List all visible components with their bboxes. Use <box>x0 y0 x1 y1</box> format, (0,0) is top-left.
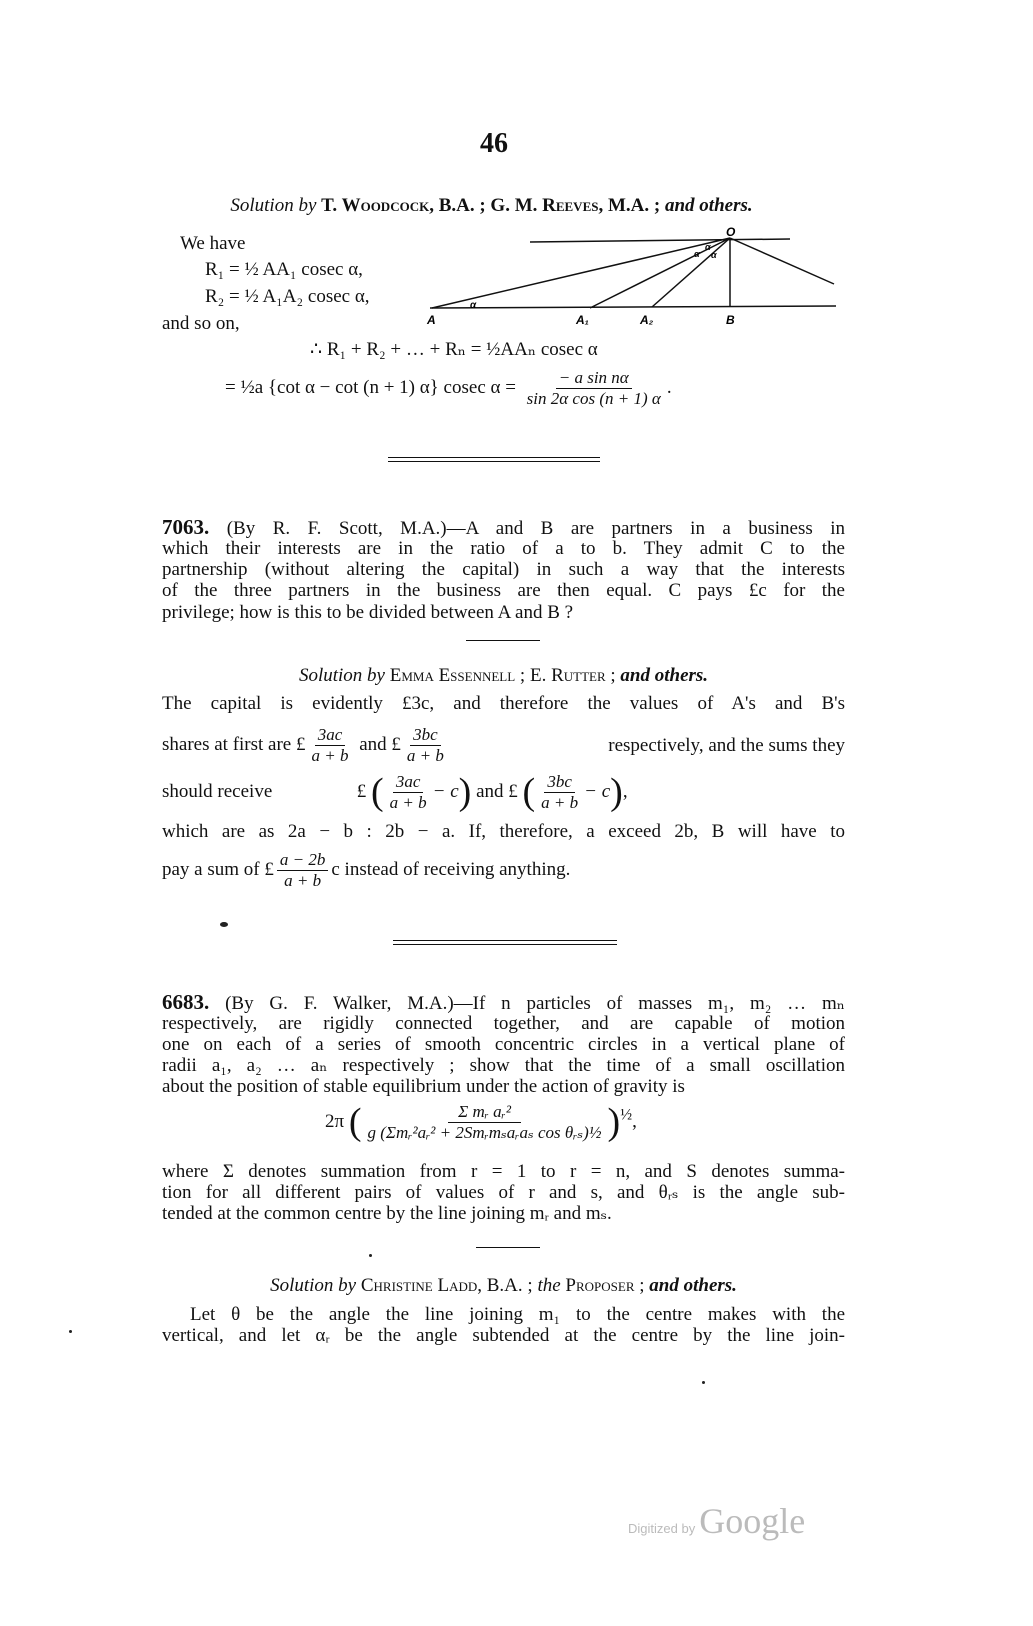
sol2-line <box>162 850 845 891</box>
label-A: A <box>427 313 436 327</box>
q6683-line <box>162 992 845 1014</box>
line-OA <box>432 238 730 308</box>
q6683-line: about the position of stable equilibrium under the action of gravity is <box>162 1076 685 1097</box>
label-B: B <box>726 313 735 327</box>
page-number: 46 <box>480 128 508 159</box>
label-alpha: α <box>705 242 711 252</box>
fraction-den: a + b <box>311 746 349 765</box>
ink-mark <box>702 1381 705 1384</box>
q6683-line: tended at the common centre by the line joining mᵣ and mₛ. <box>162 1203 612 1224</box>
label-A2: A₂ <box>640 313 654 327</box>
eq-result-den: sin 2α cos (n + 1) α <box>526 389 661 408</box>
exponent: ½ <box>620 1106 633 1124</box>
ink-mark <box>69 1330 72 1333</box>
byline-suffix: and others. <box>664 195 753 216</box>
line-O-right <box>730 238 834 284</box>
text: 2π <box>325 1110 345 1132</box>
q7063-text: (By R. F. Scott, M.A.)—A and B are partners in a business in <box>226 518 845 539</box>
text: and £ <box>476 780 518 802</box>
eq-sum: ∴ R₁ + R₂ + … + Rₙ = ½AAₙ cosec α <box>310 339 598 360</box>
q7063-line: of the three partners in the business are then equal. C pays £c for the <box>162 580 845 601</box>
sol3-line: vertical, and let αᵣ be the angle subtended at the centre by the line join- <box>162 1325 845 1346</box>
question-number: 7063. <box>162 515 210 539</box>
fraction-num: 3bc <box>544 772 575 793</box>
text: pay a sum of £ <box>162 858 274 880</box>
q6683-line: one on each of a series of smooth concentric circles in a vertical plane of <box>162 1034 845 1055</box>
fraction-den: a + b <box>541 793 579 812</box>
eq-result-left: = ½a {cot α − cot (n + 1) α} cosec α = <box>225 376 516 398</box>
byline-authors: T. Woodcock, B.A. ; G. M. Reeves, M.A. ; <box>321 195 661 216</box>
byline-suffix: and others. <box>649 1275 737 1296</box>
label-alpha: α <box>470 300 477 311</box>
label-alpha: α <box>711 250 717 260</box>
eq-result <box>225 368 908 409</box>
fraction-num: a − 2b <box>277 850 328 871</box>
oscillation-formula: 2π ( $\frac{\text{Σ mᵣ aᵣ²}}{\text{g (Σmᵣ²aᵣ² + 2Smᵣmₛaᵣaₛ cos θᵣₛ)½}}$ )$^{\frac{1}{2}}$, <box>325 1101 637 1143</box>
short-rule <box>466 640 540 641</box>
fraction-den: a + b <box>389 793 427 812</box>
byline-prefix: Solution by <box>270 1275 357 1296</box>
fraction-den: a + b <box>284 871 322 890</box>
short-rule <box>476 1247 540 1248</box>
label-alpha: α <box>694 249 700 259</box>
line-OA2 <box>652 238 730 307</box>
eq-r2: R₂ = ½ A₁A₂ cosec α, <box>205 286 370 307</box>
q6683-line: respectively, are rigidly connected together, and are capable of motion <box>162 1013 845 1034</box>
text: , <box>622 780 628 802</box>
google-watermark <box>628 1500 805 1542</box>
byline-prefix: Solution by <box>230 195 317 216</box>
fraction-num: 3ac <box>393 772 424 793</box>
ink-mark <box>220 922 228 927</box>
text: and £ <box>359 733 401 755</box>
text: − c <box>584 780 611 802</box>
eq-r1: R₁ = ½ AA₁ cosec α, <box>205 259 363 280</box>
eq-result-end: . <box>666 376 672 398</box>
q6683-line: radii a₁, a₂ … aₙ respectively ; show that the time of a small oscillation <box>162 1055 845 1076</box>
text: , <box>632 1110 637 1132</box>
sol2-line: which are as 2a − b : 2b − a. If, therefore, a exceed 2b, B will have to <box>162 821 845 842</box>
and-so-on: and so on, <box>162 313 240 334</box>
fraction-num: 3ac <box>315 725 346 746</box>
text: should receive <box>162 780 273 802</box>
q6683-text: (By G. F. Walker, M.A.)—If n particles of masses m₁, m₂ … mₙ <box>225 993 846 1014</box>
top-line <box>530 239 790 242</box>
sol2-line: should receive £ ( $\frac{3ac}{a + b}$ − c) and £ ( $\frac{3bc}{a + b}$ − c), <box>162 771 628 813</box>
label-O: O <box>726 225 736 239</box>
eq-result-num: − a sin nα <box>556 368 632 389</box>
double-rule <box>393 944 617 945</box>
double-rule <box>388 461 600 462</box>
double-rule <box>393 940 617 941</box>
fraction-den: a + b <box>406 746 444 765</box>
fraction-num: Σ mᵣ aᵣ² <box>448 1102 521 1123</box>
q6683-line: where Σ denotes summation from r = 1 to r = n, and S denotes summa- <box>162 1161 845 1182</box>
q7063-line: privilege; how is this to be divided between A and B ? <box>162 602 574 623</box>
byline-authors: Christine Ladd, B.A. ; <box>360 1275 533 1296</box>
q7063-line: which their interests are in the ratio of a to b. They admit C to the <box>162 538 845 559</box>
q7063-line: partnership (without altering the capital) in such a way that the interests <box>162 559 845 580</box>
byline-proposer: Proposer ; <box>565 1275 645 1296</box>
text: − c <box>432 780 459 802</box>
byline-authors: Emma Essennell ; E. Rutter ; <box>389 665 616 686</box>
fraction-num: 3bc <box>410 725 441 746</box>
base-line <box>430 306 836 308</box>
ink-mark <box>369 1254 372 1257</box>
watermark-small: Digitized by <box>628 1521 696 1536</box>
question-number: 6683. <box>162 990 210 1014</box>
sol2-line <box>162 725 845 766</box>
byline-suffix: and others. <box>620 665 709 686</box>
byline-mid: the <box>537 1275 561 1296</box>
solution-2-byline <box>162 665 845 686</box>
text: shares at first are £ <box>162 733 306 755</box>
solution-3-byline <box>162 1275 845 1296</box>
sol3-line: Let θ be the angle the line joining m₁ to the centre makes with the <box>190 1304 845 1325</box>
watermark-logo: Google <box>699 1501 806 1541</box>
label-A1: A₁ <box>576 313 589 327</box>
fraction-den: g (Σmᵣ²aᵣ² + 2Smᵣmₛaᵣaₛ cos θᵣₛ)½ <box>367 1123 602 1142</box>
sol2-line: The capital is evidently £3c, and therefore the values of A's and B's <box>162 693 845 714</box>
geometry-diagram <box>0 0 1033 340</box>
q6683-line: tion for all different pairs of values of r and s, and θᵣₛ is the angle sub- <box>162 1182 845 1203</box>
we-have: We have <box>180 233 246 254</box>
text: £ <box>356 780 367 802</box>
double-rule <box>388 457 600 458</box>
q7063-line <box>162 517 845 539</box>
text: respectively, and the sums they <box>608 735 845 756</box>
byline-prefix: Solution by <box>298 665 385 686</box>
text: c instead of receiving anything. <box>331 858 571 880</box>
